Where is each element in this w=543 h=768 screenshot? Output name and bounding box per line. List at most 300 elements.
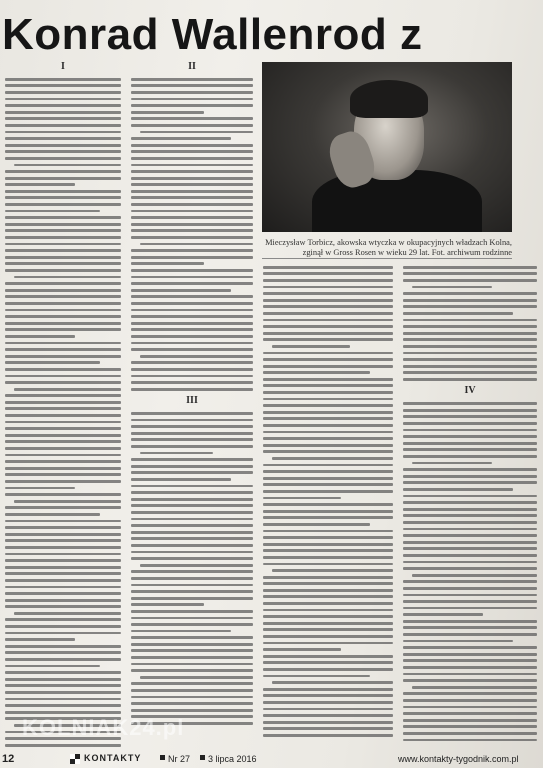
text-line-placeholder [131, 577, 253, 580]
issue-number: Nr 27 [168, 754, 191, 764]
text-line-placeholder [131, 295, 253, 298]
text-column-3 [262, 262, 394, 752]
text-line-placeholder [131, 623, 253, 626]
text-line-placeholder [263, 404, 393, 407]
text-line-placeholder [131, 696, 253, 699]
text-line-placeholder [5, 177, 121, 180]
section-numeral-2: II [188, 61, 196, 72]
text-line-placeholder [5, 592, 121, 595]
text-line-placeholder [263, 609, 393, 612]
text-line-placeholder [131, 663, 253, 666]
text-line-placeholder [5, 744, 121, 747]
text-line-placeholder [263, 279, 393, 282]
text-line-placeholder [5, 157, 121, 160]
text-line-placeholder [131, 203, 253, 206]
portrait-photo [262, 62, 512, 232]
text-line-placeholder [131, 170, 253, 173]
text-line-placeholder [131, 610, 253, 613]
text-line-placeholder [5, 513, 100, 516]
text-line-placeholder [263, 563, 393, 566]
text-line-placeholder [263, 628, 393, 631]
text-line-placeholder [403, 338, 537, 341]
text-line-placeholder [5, 249, 121, 252]
text-line-placeholder [403, 580, 537, 583]
text-line-placeholder [263, 411, 393, 414]
text-line-placeholder [131, 551, 253, 554]
text-line-placeholder [263, 556, 393, 559]
text-line-placeholder [403, 528, 537, 531]
text-line-placeholder [131, 78, 253, 81]
text-line-placeholder [263, 266, 393, 269]
text-line-placeholder [403, 448, 537, 451]
text-line-placeholder [403, 613, 483, 616]
text-line-placeholder [5, 98, 121, 101]
photo-hair [350, 80, 428, 118]
text-line-placeholder [263, 312, 393, 315]
text-line-placeholder [140, 452, 213, 455]
text-line-placeholder [131, 656, 253, 659]
text-line-placeholder [403, 692, 537, 695]
text-line-placeholder [5, 322, 121, 325]
text-line-placeholder [5, 401, 121, 404]
text-line-placeholder [403, 402, 537, 405]
column-text-lines [130, 412, 254, 725]
text-line-placeholder [263, 338, 393, 341]
text-line-placeholder [403, 547, 537, 550]
text-line-placeholder [5, 315, 121, 318]
text-line-placeholder [5, 150, 121, 153]
text-line-placeholder [5, 375, 121, 378]
text-line-placeholder [131, 190, 253, 193]
text-line-placeholder [5, 665, 100, 668]
text-line-placeholder [5, 342, 121, 345]
text-line-placeholder [131, 223, 253, 226]
text-line-placeholder [5, 546, 121, 549]
text-line-placeholder [5, 144, 121, 147]
text-line-placeholder [403, 345, 537, 348]
text-line-placeholder [5, 434, 121, 437]
text-line-placeholder [263, 688, 393, 691]
text-line-placeholder [5, 170, 121, 173]
publication-logo: KONTAKTY [84, 753, 142, 763]
text-column-4 [402, 262, 538, 752]
text-line-placeholder [5, 454, 121, 457]
text-line-placeholder [403, 699, 537, 702]
text-line-placeholder [5, 539, 121, 542]
text-line-placeholder [131, 511, 253, 514]
text-line-placeholder [131, 590, 253, 593]
text-line-placeholder [131, 262, 204, 265]
text-line-placeholder [272, 681, 393, 684]
text-line-placeholder [5, 506, 121, 509]
text-line-placeholder [263, 523, 370, 526]
text-column-2 [130, 60, 254, 750]
text-line-placeholder [403, 725, 537, 728]
text-line-placeholder [272, 457, 393, 460]
text-line-placeholder [5, 117, 121, 120]
text-line-placeholder [5, 645, 121, 648]
text-line-placeholder [131, 144, 253, 147]
text-line-placeholder [5, 190, 121, 193]
text-line-placeholder [403, 455, 537, 458]
text-line-placeholder [403, 534, 537, 537]
text-line-placeholder [131, 249, 253, 252]
text-line-placeholder [403, 607, 537, 610]
text-line-placeholder [5, 361, 100, 364]
text-line-placeholder [403, 646, 537, 649]
text-line-placeholder [14, 500, 121, 503]
text-line-placeholder [131, 98, 253, 101]
text-line-placeholder [5, 579, 121, 582]
text-line-placeholder [5, 210, 100, 213]
text-line-placeholder [5, 421, 121, 424]
text-line-placeholder [5, 335, 75, 338]
text-line-placeholder [412, 686, 537, 689]
text-line-placeholder [5, 559, 121, 562]
text-line-placeholder [403, 266, 537, 269]
text-line-placeholder [5, 473, 121, 476]
text-line-placeholder [5, 447, 121, 450]
text-line-placeholder [5, 229, 121, 232]
text-line-placeholder [263, 701, 393, 704]
text-line-placeholder [403, 488, 513, 491]
text-line-placeholder [403, 481, 537, 484]
text-line-placeholder [131, 84, 253, 87]
text-line-placeholder [131, 229, 253, 232]
text-line-placeholder [263, 582, 393, 585]
text-line-placeholder [131, 531, 253, 534]
text-line-placeholder [5, 618, 121, 621]
text-line-placeholder [140, 243, 253, 246]
text-line-placeholder [403, 679, 537, 682]
text-line-placeholder [131, 342, 253, 345]
text-line-placeholder [403, 325, 537, 328]
text-line-placeholder [403, 666, 537, 669]
text-line-placeholder [131, 210, 253, 213]
text-line-placeholder [403, 732, 537, 735]
text-line-placeholder [5, 328, 121, 331]
text-line-placeholder [263, 714, 393, 717]
text-line-placeholder [131, 412, 253, 415]
text-line-placeholder [403, 365, 537, 368]
text-line-placeholder [403, 319, 537, 322]
text-line-placeholder [131, 518, 253, 521]
column-text-lines [262, 266, 394, 737]
text-line-placeholder [5, 427, 121, 430]
text-line-placeholder [263, 319, 393, 322]
text-line-placeholder [131, 368, 253, 371]
text-line-placeholder [263, 734, 393, 737]
text-line-placeholder [131, 491, 253, 494]
text-line-placeholder [5, 91, 121, 94]
text-line-placeholder [263, 272, 393, 275]
text-line-placeholder [5, 440, 121, 443]
text-line-placeholder [5, 566, 121, 569]
text-line-placeholder [5, 84, 121, 87]
text-line-placeholder [403, 495, 537, 498]
text-line-placeholder [131, 557, 253, 560]
text-line-placeholder [5, 104, 121, 107]
text-line-placeholder [263, 622, 393, 625]
text-line-placeholder [263, 352, 393, 355]
text-line-placeholder [403, 299, 537, 302]
text-line-placeholder [263, 437, 393, 440]
text-line-placeholder [131, 196, 253, 199]
text-line-placeholder [5, 691, 121, 694]
text-line-placeholder [263, 292, 393, 295]
text-line-placeholder [131, 689, 253, 692]
text-line-placeholder [131, 682, 253, 685]
text-line-placeholder [5, 407, 121, 410]
text-line-placeholder [5, 355, 121, 358]
text-line-placeholder [5, 632, 121, 635]
text-line-placeholder [131, 419, 253, 422]
text-line-placeholder [263, 417, 393, 420]
text-line-placeholder [5, 414, 121, 417]
text-line-placeholder [5, 243, 121, 246]
text-line-placeholder [403, 352, 537, 355]
text-line-placeholder [5, 124, 121, 127]
text-line-placeholder [403, 429, 537, 432]
text-line-placeholder [131, 256, 253, 259]
text-line-placeholder [263, 589, 393, 592]
text-line-placeholder [263, 642, 393, 645]
text-line-placeholder [263, 299, 393, 302]
text-line-placeholder [131, 289, 231, 292]
article-headline: Konrad Wallenrod z [2, 10, 423, 59]
text-line-placeholder [403, 279, 537, 282]
text-line-placeholder [131, 438, 253, 441]
text-line-placeholder [403, 332, 537, 335]
text-line-placeholder [263, 305, 393, 308]
text-line-placeholder [131, 104, 253, 107]
text-line-placeholder [5, 651, 121, 654]
text-line-placeholder [263, 444, 393, 447]
text-line-placeholder [263, 424, 393, 427]
text-line-placeholder [412, 574, 537, 577]
text-line-placeholder [403, 378, 537, 381]
text-line-placeholder [403, 587, 537, 590]
text-line-placeholder [131, 636, 253, 639]
text-line-placeholder [5, 572, 121, 575]
text-line-placeholder [131, 524, 253, 527]
section-numeral-1: I [61, 61, 65, 72]
text-line-placeholder [263, 325, 393, 328]
text-line-placeholder [5, 223, 121, 226]
text-line-placeholder [263, 543, 393, 546]
text-line-placeholder [131, 91, 253, 94]
page-number: 12 [2, 753, 15, 765]
text-line-placeholder [131, 361, 253, 364]
text-line-placeholder [131, 322, 253, 325]
text-line-placeholder [403, 272, 537, 275]
text-line-placeholder [5, 658, 121, 661]
text-line-placeholder [131, 282, 253, 285]
text-line-placeholder [131, 603, 204, 606]
text-line-placeholder [263, 576, 393, 579]
text-line-placeholder [263, 332, 393, 335]
text-line-placeholder [403, 371, 537, 374]
text-line-placeholder [14, 164, 121, 167]
text-line-placeholder [5, 526, 121, 529]
text-line-placeholder [131, 348, 253, 351]
text-line-placeholder [403, 626, 537, 629]
text-line-placeholder [403, 567, 537, 570]
text-line-placeholder [131, 445, 253, 448]
text-line-placeholder [131, 269, 253, 272]
text-line-placeholder [5, 599, 121, 602]
text-line-placeholder [5, 348, 121, 351]
text-line-placeholder [131, 617, 253, 620]
text-line-placeholder [5, 137, 121, 140]
text-line-placeholder [131, 465, 253, 468]
text-line-placeholder [263, 708, 393, 711]
text-line-placeholder [263, 464, 393, 467]
section-numeral-4: IV [464, 385, 476, 397]
text-line-placeholder [403, 673, 537, 676]
text-line-placeholder [5, 625, 121, 628]
text-line-placeholder [5, 493, 121, 496]
column-text-lines [402, 266, 538, 381]
text-line-placeholder [131, 630, 231, 633]
text-line-placeholder [403, 409, 537, 412]
text-line-placeholder [5, 684, 121, 687]
text-line-placeholder [131, 498, 253, 501]
text-line-placeholder [131, 111, 204, 114]
separator-icon [200, 755, 205, 760]
text-line-placeholder [263, 721, 393, 724]
column-text-lines [402, 402, 538, 741]
text-line-placeholder [131, 597, 253, 600]
text-line-placeholder [263, 668, 393, 671]
text-line-placeholder [5, 394, 121, 397]
text-line-placeholder [403, 422, 537, 425]
text-line-placeholder [403, 712, 537, 715]
text-line-placeholder [5, 711, 121, 714]
text-line-placeholder [131, 177, 253, 180]
photo-caption: Mieczysław Torbicz, akowska wtyczka w okupacyjnych władzach Kolna, zginął w Gross Rosen w wieku 29 lat. Fot. archiwum rodzinne [265, 238, 512, 257]
text-line-placeholder [140, 564, 253, 567]
page-footer [0, 750, 543, 768]
text-line-placeholder [5, 302, 121, 305]
text-line-placeholder [5, 487, 75, 490]
text-line-placeholder [5, 131, 121, 134]
text-line-placeholder [131, 504, 253, 507]
text-line-placeholder [263, 635, 393, 638]
text-line-placeholder [5, 605, 121, 608]
text-line-placeholder [131, 669, 253, 672]
text-line-placeholder [5, 671, 121, 674]
text-line-placeholder [263, 483, 393, 486]
text-line-placeholder [131, 216, 253, 219]
text-line-placeholder [5, 78, 121, 81]
text-line-placeholder [403, 358, 537, 361]
text-line-placeholder [263, 450, 393, 453]
text-line-placeholder [403, 561, 537, 564]
text-line-placeholder [131, 137, 231, 140]
text-line-placeholder [131, 471, 253, 474]
text-line-placeholder [131, 157, 253, 160]
text-line-placeholder [131, 584, 253, 587]
text-line-placeholder [403, 554, 537, 557]
text-line-placeholder [131, 485, 253, 488]
text-line-placeholder [263, 378, 393, 381]
text-line-placeholder [403, 640, 513, 643]
text-line-placeholder [263, 384, 393, 387]
text-line-placeholder [263, 536, 393, 539]
text-line-placeholder [403, 475, 537, 478]
text-line-placeholder [5, 467, 121, 470]
text-line-placeholder [272, 569, 393, 572]
text-line-placeholder [140, 131, 253, 134]
text-line-placeholder [403, 594, 537, 597]
text-line-placeholder [5, 698, 121, 701]
text-line-placeholder [131, 276, 253, 279]
text-line-placeholder [131, 150, 253, 153]
text-line-placeholder [403, 706, 537, 709]
text-line-placeholder [131, 544, 253, 547]
section-numeral-3: III [186, 395, 198, 407]
text-line-placeholder [403, 653, 537, 656]
text-line-placeholder [5, 309, 121, 312]
text-line-placeholder [131, 183, 253, 186]
text-line-placeholder [131, 432, 253, 435]
text-line-placeholder [263, 490, 393, 493]
text-line-placeholder [403, 312, 513, 315]
text-line-placeholder [263, 530, 393, 533]
text-line-placeholder [263, 477, 393, 480]
text-line-placeholder [403, 659, 537, 662]
text-line-placeholder [403, 508, 537, 511]
text-line-placeholder [5, 262, 121, 265]
text-line-placeholder [131, 302, 253, 305]
text-line-placeholder [263, 648, 341, 651]
text-line-placeholder [5, 460, 121, 463]
text-line-placeholder [131, 315, 253, 318]
text-line-placeholder [131, 164, 253, 167]
text-line-placeholder [403, 501, 537, 504]
text-line-placeholder [5, 196, 121, 199]
text-line-placeholder [403, 305, 537, 308]
text-line-placeholder [14, 276, 121, 279]
text-line-placeholder [131, 388, 253, 391]
text-line-placeholder [131, 309, 253, 312]
text-line-placeholder [5, 381, 121, 384]
text-line-placeholder [131, 643, 253, 646]
text-line-placeholder [5, 520, 121, 523]
text-line-placeholder [263, 694, 393, 697]
text-line-placeholder [263, 286, 393, 289]
text-line-placeholder [5, 236, 121, 239]
kontakty-logo-icon [70, 754, 80, 764]
caption-divider [262, 258, 512, 259]
text-line-placeholder [140, 676, 253, 679]
text-line-placeholder [5, 638, 75, 641]
text-line-placeholder [5, 704, 121, 707]
text-line-placeholder [263, 503, 393, 506]
text-line-placeholder [131, 335, 253, 338]
text-line-placeholder [5, 256, 121, 259]
text-line-placeholder [131, 117, 253, 120]
text-line-placeholder [263, 727, 393, 730]
column-text-lines [4, 78, 122, 747]
text-line-placeholder [263, 398, 393, 401]
text-line-placeholder [272, 345, 350, 348]
text-line-placeholder [131, 375, 253, 378]
text-line-placeholder [131, 709, 253, 712]
text-line-placeholder [263, 602, 393, 605]
text-line-placeholder [5, 553, 121, 556]
